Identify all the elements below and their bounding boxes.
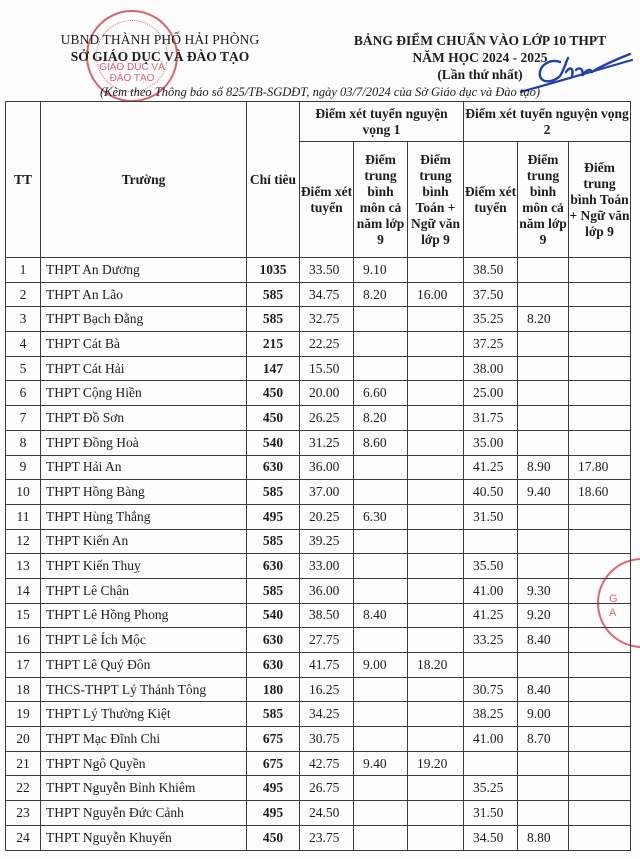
nv2-avg-cell: 9.40 bbox=[518, 480, 569, 505]
nv1-score-cell: 26.25 bbox=[300, 406, 354, 431]
nv2-score-cell: 38.00 bbox=[464, 356, 518, 381]
nv2-avg-cell: 8.40 bbox=[518, 677, 569, 702]
nv2-avg-cell bbox=[518, 801, 569, 826]
nv1-math-lit-cell bbox=[408, 727, 464, 752]
table-row bbox=[6, 307, 631, 332]
school-name-cell: THCS-THPT Lý Thánh Tông bbox=[41, 677, 247, 702]
school-name-cell: THPT Cát Bà bbox=[41, 332, 247, 357]
nv1-score-cell: 33.00 bbox=[300, 554, 354, 579]
nv2-math-lit-cell bbox=[569, 282, 631, 307]
nv2-math-lit-cell bbox=[569, 307, 631, 332]
nv2-score-cell: 31.50 bbox=[464, 504, 518, 529]
col-group-nv1: Điểm xét tuyển nguyện vọng 1 bbox=[300, 102, 464, 142]
nv1-avg-cell: 8.20 bbox=[354, 282, 408, 307]
nv2-score-cell: 35.00 bbox=[464, 430, 518, 455]
quota-cell: 675 bbox=[247, 751, 300, 776]
col-header-nv1-math-lit: Điểm trung bình Toán + Ngữ văn lớp 9 bbox=[408, 142, 464, 258]
school-name-cell: THPT Hùng Thắng bbox=[41, 504, 247, 529]
school-name-cell: THPT Hải An bbox=[41, 455, 247, 480]
quota-cell: 630 bbox=[247, 554, 300, 579]
nv1-avg-cell: 8.60 bbox=[354, 430, 408, 455]
school-name-cell: THPT Lê Quý Đôn bbox=[41, 653, 247, 678]
nv2-math-lit-cell bbox=[569, 578, 631, 603]
nv1-avg-cell bbox=[354, 307, 408, 332]
nv1-math-lit-cell bbox=[408, 258, 464, 283]
nv1-avg-cell bbox=[354, 825, 408, 850]
row-number-cell: 14 bbox=[6, 578, 41, 603]
nv2-avg-cell bbox=[518, 776, 569, 801]
table-row bbox=[6, 751, 631, 776]
table-row bbox=[6, 332, 631, 357]
nv1-avg-cell bbox=[354, 554, 408, 579]
nv2-score-cell: 30.75 bbox=[464, 677, 518, 702]
table-row bbox=[6, 529, 631, 554]
row-number-cell: 16 bbox=[6, 628, 41, 653]
nv1-math-lit-cell bbox=[408, 677, 464, 702]
nv2-math-lit-cell bbox=[569, 406, 631, 431]
nv1-score-cell: 36.00 bbox=[300, 578, 354, 603]
nv1-avg-cell bbox=[354, 356, 408, 381]
nv2-math-lit-cell bbox=[569, 727, 631, 752]
nv2-math-lit-cell bbox=[569, 628, 631, 653]
nv2-math-lit-cell bbox=[569, 554, 631, 579]
nv1-avg-cell bbox=[354, 727, 408, 752]
reference-note: (Kèm theo Thông báo số 825/TB-SGDĐT, ngày 03/7/2024 của Sở Giáo dục và Đào tạo) bbox=[99, 85, 541, 99]
nv1-math-lit-cell bbox=[408, 801, 464, 826]
nv2-score-cell: 41.25 bbox=[464, 603, 518, 628]
nv1-score-cell: 38.50 bbox=[300, 603, 354, 628]
nv2-math-lit-cell bbox=[569, 603, 631, 628]
nv2-score-cell: 33.25 bbox=[464, 628, 518, 653]
nv1-score-cell: 31.25 bbox=[300, 430, 354, 455]
nv2-math-lit-cell bbox=[569, 825, 631, 850]
nv1-score-cell: 41.75 bbox=[300, 653, 354, 678]
table-row bbox=[6, 628, 631, 653]
nv2-math-lit-cell bbox=[569, 801, 631, 826]
nv2-math-lit-cell bbox=[569, 751, 631, 776]
school-name-cell: THPT Nguyễn Bỉnh Khiêm bbox=[41, 776, 247, 801]
school-name-cell: THPT Hồng Bàng bbox=[41, 480, 247, 505]
row-number-cell: 21 bbox=[6, 751, 41, 776]
nv1-score-cell: 37.00 bbox=[300, 480, 354, 505]
nv1-math-lit-cell bbox=[408, 430, 464, 455]
nv1-math-lit-cell bbox=[408, 776, 464, 801]
table-row bbox=[6, 406, 631, 431]
nv1-avg-cell bbox=[354, 332, 408, 357]
nv2-score-cell: 35.25 bbox=[464, 307, 518, 332]
nv2-avg-cell bbox=[518, 430, 569, 455]
row-number-cell: 1 bbox=[6, 258, 41, 283]
row-number-cell: 5 bbox=[6, 356, 41, 381]
nv2-score-cell: 31.75 bbox=[464, 406, 518, 431]
nv2-avg-cell bbox=[518, 356, 569, 381]
nv1-math-lit-cell bbox=[408, 578, 464, 603]
nv2-score-cell bbox=[464, 529, 518, 554]
nv2-avg-cell bbox=[518, 258, 569, 283]
nv1-score-cell: 20.25 bbox=[300, 504, 354, 529]
issuer-department: SỞ GIÁO DỤC VÀ ĐÀO TẠO bbox=[70, 49, 250, 64]
nv1-avg-cell bbox=[354, 529, 408, 554]
issuer-city: UBND THÀNH PHỐ HẢI PHÒNG bbox=[60, 32, 260, 47]
quota-cell: 585 bbox=[247, 702, 300, 727]
quota-cell: 495 bbox=[247, 504, 300, 529]
nv2-score-cell: 38.25 bbox=[464, 702, 518, 727]
nv2-score-cell: 37.50 bbox=[464, 282, 518, 307]
col-group-nv2: Điểm xét tuyển nguyện vọng 2 bbox=[464, 102, 631, 142]
nv2-math-lit-cell bbox=[569, 653, 631, 678]
quota-cell: 180 bbox=[247, 677, 300, 702]
nv1-avg-cell: 9.00 bbox=[354, 653, 408, 678]
school-name-cell: THPT Bạch Đằng bbox=[41, 307, 247, 332]
table-row bbox=[6, 381, 631, 406]
partial-stamp: G A bbox=[597, 558, 640, 648]
nv1-score-cell: 22.25 bbox=[300, 332, 354, 357]
quota-cell: 675 bbox=[247, 727, 300, 752]
quota-cell: 495 bbox=[247, 776, 300, 801]
quota-cell: 630 bbox=[247, 628, 300, 653]
nv2-avg-cell bbox=[518, 332, 569, 357]
document-title: BẢNG ĐIỂM CHUẨN VÀO LỚP 10 THPT bbox=[353, 33, 607, 48]
nv2-avg-cell: 8.90 bbox=[518, 455, 569, 480]
nv2-math-lit-cell bbox=[569, 430, 631, 455]
row-number-cell: 19 bbox=[6, 702, 41, 727]
nv1-avg-cell: 6.60 bbox=[354, 381, 408, 406]
school-name-cell: THPT Lê Hồng Phong bbox=[41, 603, 247, 628]
row-number-cell: 18 bbox=[6, 677, 41, 702]
nv2-math-lit-cell bbox=[569, 258, 631, 283]
nv1-score-cell: 34.25 bbox=[300, 702, 354, 727]
nv2-math-lit-cell bbox=[569, 381, 631, 406]
quota-cell: 585 bbox=[247, 307, 300, 332]
quota-cell: 450 bbox=[247, 825, 300, 850]
nv2-avg-cell bbox=[518, 406, 569, 431]
nv1-score-cell: 42.75 bbox=[300, 751, 354, 776]
table-row bbox=[6, 776, 631, 801]
quota-cell: 147 bbox=[247, 356, 300, 381]
table-row bbox=[6, 258, 631, 283]
nv1-avg-cell bbox=[354, 455, 408, 480]
nv1-score-cell: 33.50 bbox=[300, 258, 354, 283]
row-number-cell: 12 bbox=[6, 529, 41, 554]
school-name-cell: THPT Kiến An bbox=[41, 529, 247, 554]
nv2-avg-cell bbox=[518, 381, 569, 406]
nv1-math-lit-cell: 16.00 bbox=[408, 282, 464, 307]
quota-cell: 215 bbox=[247, 332, 300, 357]
nv2-math-lit-cell bbox=[569, 702, 631, 727]
school-name-cell: THPT Ngô Quyền bbox=[41, 751, 247, 776]
school-name-cell: THPT Đồng Hoà bbox=[41, 430, 247, 455]
nv2-score-cell: 37.25 bbox=[464, 332, 518, 357]
table-row bbox=[6, 430, 631, 455]
nv2-score-cell bbox=[464, 751, 518, 776]
nv1-math-lit-cell bbox=[408, 455, 464, 480]
quota-cell: 450 bbox=[247, 406, 300, 431]
row-number-cell: 9 bbox=[6, 455, 41, 480]
admission-scores-table bbox=[5, 101, 631, 851]
nv2-math-lit-cell: 17.80 bbox=[569, 455, 631, 480]
nv1-math-lit-cell: 18.20 bbox=[408, 653, 464, 678]
nv1-score-cell: 32.75 bbox=[300, 307, 354, 332]
nv1-math-lit-cell bbox=[408, 825, 464, 850]
table-row bbox=[6, 603, 631, 628]
nv2-score-cell bbox=[464, 653, 518, 678]
nv1-math-lit-cell bbox=[408, 480, 464, 505]
quota-cell: 585 bbox=[247, 529, 300, 554]
table-row bbox=[6, 504, 631, 529]
table-row bbox=[6, 825, 631, 850]
nv1-avg-cell bbox=[354, 578, 408, 603]
row-number-cell: 20 bbox=[6, 727, 41, 752]
table-row bbox=[6, 578, 631, 603]
nv2-avg-cell bbox=[518, 529, 569, 554]
nv1-score-cell: 15.50 bbox=[300, 356, 354, 381]
row-number-cell: 17 bbox=[6, 653, 41, 678]
table-row bbox=[6, 480, 631, 505]
nv2-score-cell: 40.50 bbox=[464, 480, 518, 505]
col-header-nv1-avg: Điểm trung bình môn cả năm lớp 9 bbox=[354, 142, 408, 258]
row-number-cell: 3 bbox=[6, 307, 41, 332]
nv2-avg-cell: 8.80 bbox=[518, 825, 569, 850]
school-name-cell: THPT Nguyễn Đức Cảnh bbox=[41, 801, 247, 826]
nv2-math-lit-cell: 18.60 bbox=[569, 480, 631, 505]
row-number-cell: 7 bbox=[6, 406, 41, 431]
school-name-cell: THPT Cộng Hiền bbox=[41, 381, 247, 406]
row-number-cell: 10 bbox=[6, 480, 41, 505]
nv1-math-lit-cell bbox=[408, 504, 464, 529]
row-number-cell: 24 bbox=[6, 825, 41, 850]
row-number-cell: 4 bbox=[6, 332, 41, 357]
table-row bbox=[6, 282, 631, 307]
nv1-avg-cell bbox=[354, 702, 408, 727]
table-row bbox=[6, 455, 631, 480]
quota-cell: 540 bbox=[247, 430, 300, 455]
nv2-avg-cell: 8.40 bbox=[518, 628, 569, 653]
nv1-math-lit-cell bbox=[408, 554, 464, 579]
nv2-avg-cell: 8.20 bbox=[518, 307, 569, 332]
nv2-avg-cell bbox=[518, 653, 569, 678]
col-header-tt: TT bbox=[6, 102, 41, 258]
nv1-score-cell: 34.75 bbox=[300, 282, 354, 307]
nv1-score-cell: 26.75 bbox=[300, 776, 354, 801]
col-header-nv2-score: Điểm xét tuyển bbox=[464, 142, 518, 258]
nv1-score-cell: 23.75 bbox=[300, 825, 354, 850]
row-number-cell: 2 bbox=[6, 282, 41, 307]
quota-cell: 495 bbox=[247, 801, 300, 826]
round-label: (Lần thứ nhất) bbox=[437, 67, 523, 82]
nv1-math-lit-cell bbox=[408, 307, 464, 332]
school-name-cell: THPT Lý Thường Kiệt bbox=[41, 702, 247, 727]
table-row bbox=[6, 702, 631, 727]
row-number-cell: 23 bbox=[6, 801, 41, 826]
school-name-cell: THPT Mạc Đĩnh Chi bbox=[41, 727, 247, 752]
nv1-score-cell: 24.50 bbox=[300, 801, 354, 826]
nv1-avg-cell: 6.30 bbox=[354, 504, 408, 529]
nv2-avg-cell bbox=[518, 282, 569, 307]
school-name-cell: THPT Lê Chân bbox=[41, 578, 247, 603]
nv2-score-cell: 41.00 bbox=[464, 578, 518, 603]
quota-cell: 450 bbox=[247, 381, 300, 406]
nv1-math-lit-cell bbox=[408, 603, 464, 628]
nv1-math-lit-cell bbox=[408, 628, 464, 653]
nv2-score-cell: 25.00 bbox=[464, 381, 518, 406]
nv1-math-lit-cell bbox=[408, 529, 464, 554]
nv2-avg-cell: 9.30 bbox=[518, 578, 569, 603]
quota-cell: 585 bbox=[247, 578, 300, 603]
nv2-score-cell: 41.25 bbox=[464, 455, 518, 480]
quota-cell: 630 bbox=[247, 653, 300, 678]
nv2-avg-cell: 9.20 bbox=[518, 603, 569, 628]
nv1-score-cell: 39.25 bbox=[300, 529, 354, 554]
nv2-score-cell: 35.25 bbox=[464, 776, 518, 801]
nv1-avg-cell: 9.40 bbox=[354, 751, 408, 776]
nv1-avg-cell: 8.40 bbox=[354, 603, 408, 628]
col-header-nv2-math-lit: Điểm trung bình Toán + Ngữ văn lớp 9 bbox=[569, 142, 631, 258]
col-header-nv2-avg: Điểm trung bình môn cả năm lớp 9 bbox=[518, 142, 569, 258]
nv1-avg-cell bbox=[354, 480, 408, 505]
nv1-math-lit-cell bbox=[408, 702, 464, 727]
quota-cell: 585 bbox=[247, 282, 300, 307]
school-name-cell: THPT An Dương bbox=[41, 258, 247, 283]
col-header-nv1-score: Điểm xét tuyển bbox=[300, 142, 354, 258]
nv1-score-cell: 30.75 bbox=[300, 727, 354, 752]
quota-cell: 540 bbox=[247, 603, 300, 628]
nv2-math-lit-cell bbox=[569, 677, 631, 702]
nv1-avg-cell: 9.10 bbox=[354, 258, 408, 283]
row-number-cell: 22 bbox=[6, 776, 41, 801]
nv1-avg-cell bbox=[354, 801, 408, 826]
issuer-header bbox=[0, 32, 320, 65]
nv2-avg-cell bbox=[518, 751, 569, 776]
table-row bbox=[6, 801, 631, 826]
school-name-cell: THPT Nguyễn Khuyến bbox=[41, 825, 247, 850]
stamp-text: GIÁO DỤC VÀ ĐÀO TẠO bbox=[99, 62, 165, 84]
nv1-score-cell: 20.00 bbox=[300, 381, 354, 406]
school-name-cell: THPT An Lão bbox=[41, 282, 247, 307]
nv1-score-cell: 36.00 bbox=[300, 455, 354, 480]
nv2-score-cell: 31.50 bbox=[464, 801, 518, 826]
quota-cell: 585 bbox=[247, 480, 300, 505]
nv2-math-lit-cell bbox=[569, 504, 631, 529]
nv2-avg-cell: 9.00 bbox=[518, 702, 569, 727]
nv2-score-cell: 41.00 bbox=[464, 727, 518, 752]
school-name-cell: THPT Cát Hải bbox=[41, 356, 247, 381]
nv2-score-cell: 38.50 bbox=[464, 258, 518, 283]
table-row bbox=[6, 727, 631, 752]
nv1-score-cell: 16.25 bbox=[300, 677, 354, 702]
col-header-quota: Chỉ tiêu bbox=[247, 102, 300, 258]
nv1-avg-cell bbox=[354, 628, 408, 653]
table-row bbox=[6, 356, 631, 381]
nv2-math-lit-cell bbox=[569, 529, 631, 554]
nv1-math-lit-cell bbox=[408, 406, 464, 431]
nv2-math-lit-cell bbox=[569, 776, 631, 801]
table-row bbox=[6, 554, 631, 579]
quota-cell: 1035 bbox=[247, 258, 300, 283]
nv1-math-lit-cell bbox=[408, 381, 464, 406]
nv1-math-lit-cell bbox=[408, 356, 464, 381]
row-number-cell: 15 bbox=[6, 603, 41, 628]
row-number-cell: 6 bbox=[6, 381, 41, 406]
nv1-math-lit-cell: 19.20 bbox=[408, 751, 464, 776]
school-year: NĂM HỌC 2024 - 2025 bbox=[412, 50, 548, 65]
table-row bbox=[6, 677, 631, 702]
nv2-score-cell: 35.50 bbox=[464, 554, 518, 579]
nv1-score-cell: 27.75 bbox=[300, 628, 354, 653]
nv2-math-lit-cell bbox=[569, 332, 631, 357]
col-header-school: Trường bbox=[41, 102, 247, 258]
row-number-cell: 11 bbox=[6, 504, 41, 529]
nv2-avg-cell: 8.70 bbox=[518, 727, 569, 752]
nv1-avg-cell bbox=[354, 776, 408, 801]
row-number-cell: 8 bbox=[6, 430, 41, 455]
nv1-avg-cell: 8.20 bbox=[354, 406, 408, 431]
nv2-avg-cell bbox=[518, 504, 569, 529]
quota-cell: 630 bbox=[247, 455, 300, 480]
nv2-math-lit-cell bbox=[569, 356, 631, 381]
nv2-score-cell: 34.50 bbox=[464, 825, 518, 850]
nv1-avg-cell bbox=[354, 677, 408, 702]
nv2-avg-cell bbox=[518, 554, 569, 579]
school-name-cell: THPT Kiến Thuỵ bbox=[41, 554, 247, 579]
row-number-cell: 13 bbox=[6, 554, 41, 579]
school-name-cell: THPT Lê Ích Mộc bbox=[41, 628, 247, 653]
school-name-cell: THPT Đồ Sơn bbox=[41, 406, 247, 431]
table-row bbox=[6, 653, 631, 678]
table-body bbox=[6, 258, 631, 851]
nv1-math-lit-cell bbox=[408, 332, 464, 357]
